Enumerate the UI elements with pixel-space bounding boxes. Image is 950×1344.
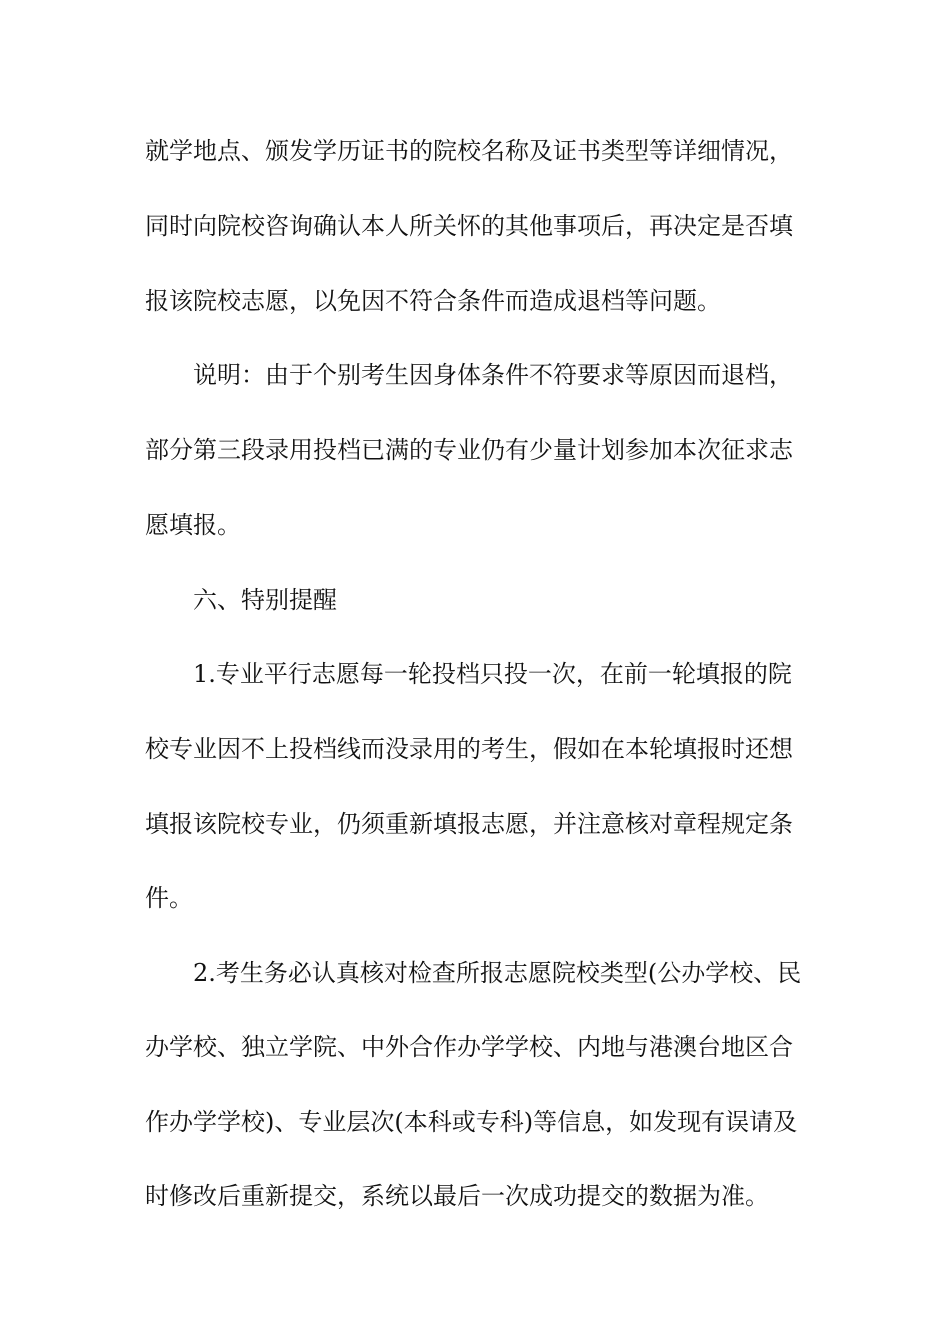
text-line-6: 愿填报。 — [145, 511, 241, 539]
text-line-4: 说明：由于个别考生因身体条件不符要求等原因而退档， — [193, 361, 793, 389]
text-line-5: 部分第三段录用投档已满的专业仍有少量计划参加本次征求志 — [145, 436, 793, 464]
text-line-3: 报该院校志愿，以免因不符合条件而造成退档等问题。 — [145, 287, 721, 315]
text-line-13: 办学校、独立学院、中外合作办学学校、内地与港澳台地区合 — [145, 1033, 793, 1061]
text-line-14: 作办学学校)、专业层次(本科或专科)等信息，如发现有误请及 — [145, 1108, 798, 1136]
text-line-12: 2.考生务必认真核对检查所报志愿院校类型(公办学校、民 — [193, 959, 802, 987]
section-heading: 六、特别提醒 — [193, 586, 337, 614]
text-line-10: 填报该院校专业，仍须重新填报志愿，并注意核对章程规定条 — [145, 810, 793, 838]
text-line-11: 件。 — [145, 884, 193, 912]
text-line-15: 时修改后重新提交，系统以最后一次成功提交的数据为准。 — [145, 1182, 769, 1210]
text-line-2: 同时向院校咨询确认本人所关怀的其他事项后，再决定是否填 — [145, 212, 793, 240]
text-line-9: 校专业因不上投档线而没录用的考生，假如在本轮填报时还想 — [145, 735, 793, 763]
text-line-8: 1.专业平行志愿每一轮投档只投一次，在前一轮填报的院 — [193, 660, 792, 688]
text-line-1: 就学地点、颁发学历证书的院校名称及证书类型等详细情况， — [145, 137, 793, 165]
